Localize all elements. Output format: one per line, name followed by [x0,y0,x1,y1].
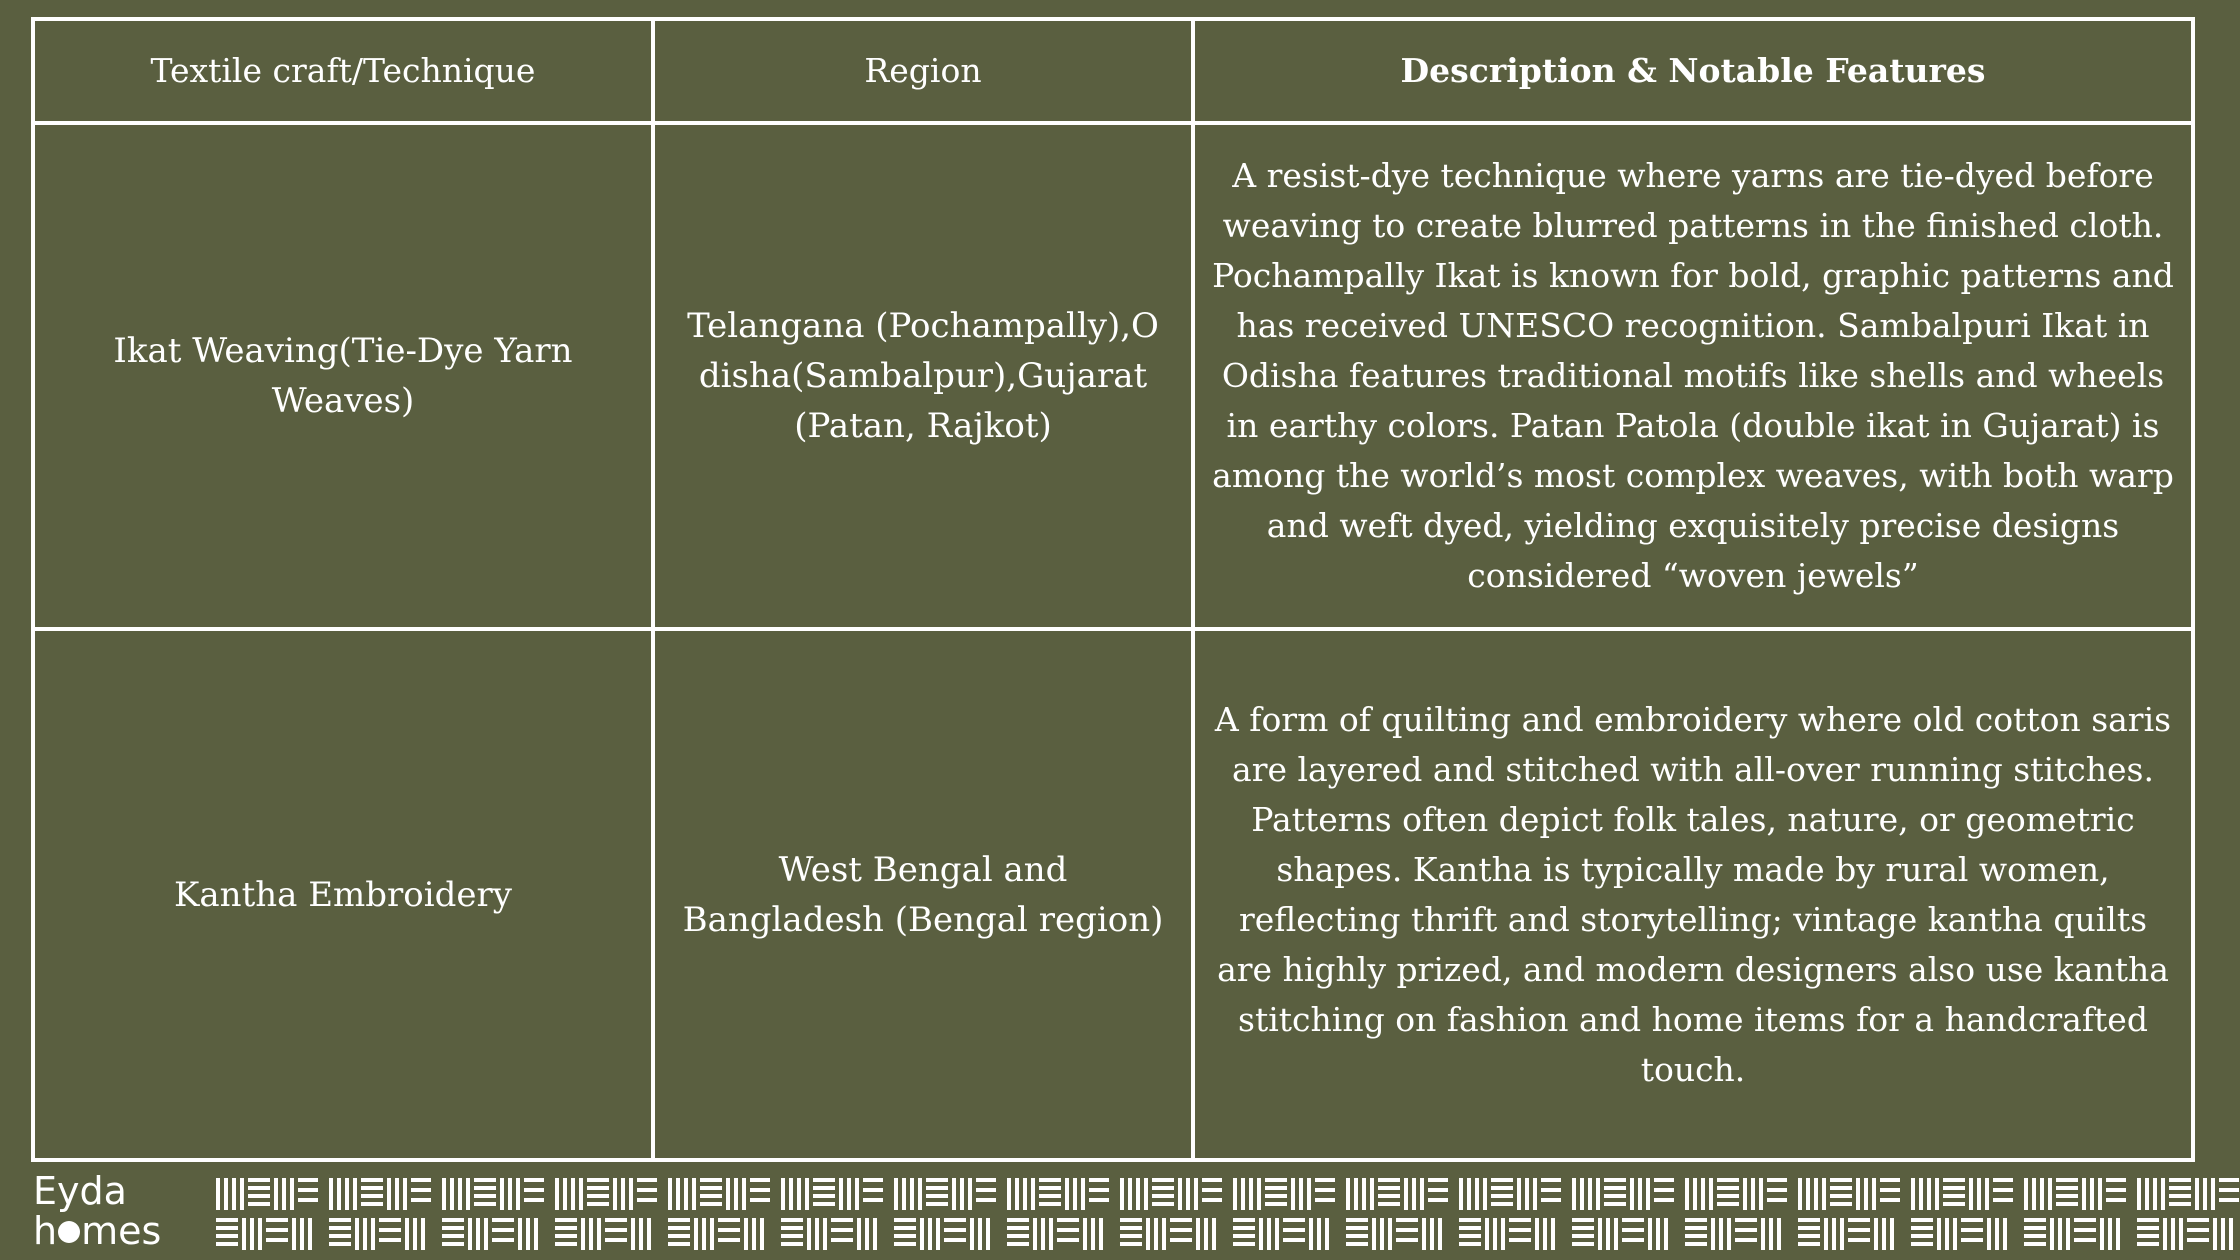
row2-craft: Kantha Embroidery [35,631,655,1158]
logo-line-homes [33,1211,213,1251]
row1-craft-text: Ikat Weaving(Tie-Dye Yarn Weaves) [113,331,573,421]
row2-description: A form of quilting and embroidery where old cotton saris are layered and stitched with all-over running stitches. Patterns often depict folk tales, nature, or geometric shapes. Kantha is typically made by rural women, reflecting thrift and storytelling; vintage kantha quilts are highly prized, and modern designers also use kantha stitching on fashion and home items for a handcrafted touch. [1214,699,2172,1089]
row1-description: A resist-dye technique where yarns are tie-dyed before weaving to create blurred patterns in the finished cloth. Pochampally Ikat is known for bold, graphic patterns and has received UNESCO recognition. Sambalpuri Ikat in Odisha features traditional motifs like shells and wheels in earthy colors. Patan Patola (double ikat in Gujarat) is among the world’s most complex weaves, with both warp and weft dyed, yielding exquisitely precise designs considered “woven jewels” [1195,125,2191,631]
eyda-homes-logo [33,1171,213,1256]
woven-stripe-pattern-icon [214,1176,2240,1254]
row1-region-text: Telangana (Pochampally),Odisha(Sambalpur),Gujarat (Patan, Rajkot) [687,306,1159,446]
row2-region [655,631,1195,1158]
logo-mes: mes [81,1209,162,1253]
logo-h: h [33,1209,58,1253]
row1-craft [35,125,655,631]
row1-region [655,125,1195,631]
header-description: Description & Notable Features [1195,21,2191,125]
logo-dot-icon [58,1221,80,1243]
header-region: Region [655,21,1195,125]
textile-crafts-table [31,17,2195,1162]
row2-region-text: West Bengal and Bangladesh (Bengal region) [682,849,1164,940]
header-textile-craft: Textile craft/Technique [35,21,655,125]
logo-line-eyda: Eyda [33,1169,127,1213]
